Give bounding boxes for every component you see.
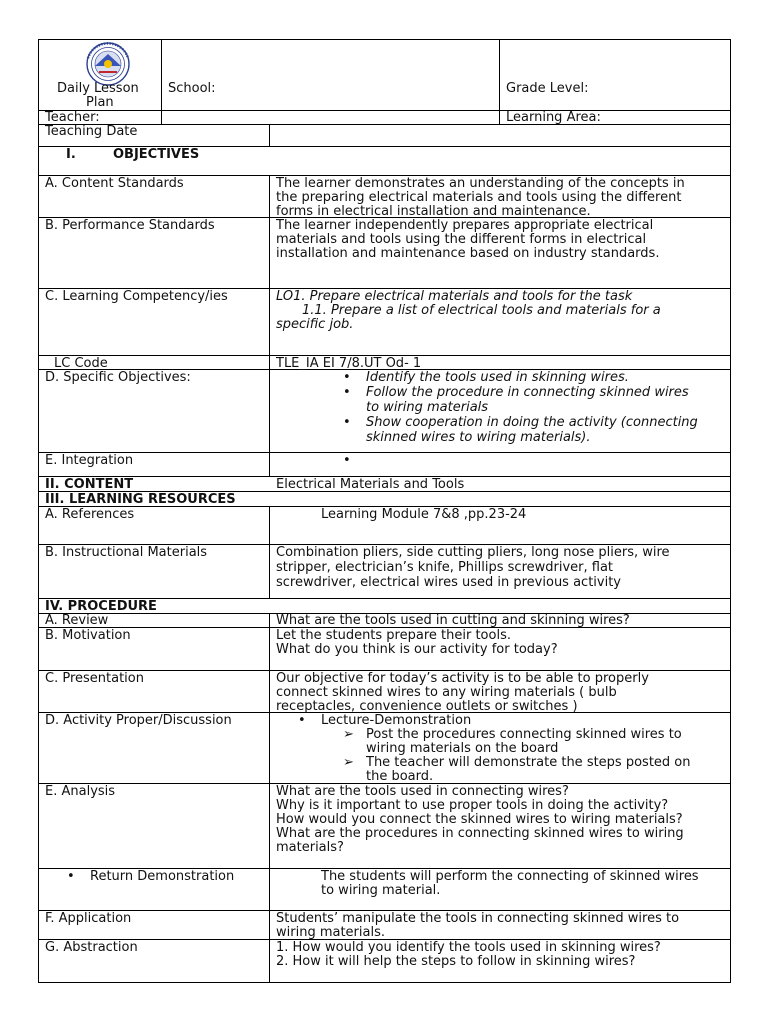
application-text: Students’ manipulate the tools in connecting skinned wires to <box>276 911 680 926</box>
objectives-heading: OBJECTIVES <box>113 147 200 162</box>
bullet-icon: • <box>343 385 351 400</box>
plan-title-line2: Plan <box>86 95 114 110</box>
teaching-date-label: Teaching Date <box>45 124 138 139</box>
content-standards-text: forms in electrical installation and maintenance. <box>276 204 591 219</box>
review-label: A. Review <box>45 613 109 628</box>
arrow-bullet-icon: ➢ <box>343 727 354 742</box>
bullet-icon: • <box>343 453 351 468</box>
arrow-bullet-icon: ➢ <box>343 755 354 770</box>
activity-label: D. Activity Proper/Discussion <box>45 713 232 728</box>
row-divider <box>38 124 731 125</box>
analysis-text: What are the tools used in connecting wires? <box>276 784 569 799</box>
activity-sub-item: wiring materials on the board <box>366 741 559 756</box>
instructional-materials-text: stripper, electrician’s knife, Phillips screwdriver, flat <box>276 560 614 575</box>
column-divider <box>269 175 270 477</box>
presentation-text: receptacles, convenience outlets or switches ) <box>276 699 578 714</box>
analysis-text: materials? <box>276 840 344 855</box>
specific-objective-item: Follow the procedure in connecting skinned wires <box>366 385 689 400</box>
presentation-text: Our objective for today’s activity is to be able to properly <box>276 671 649 686</box>
integration-label: E. Integration <box>45 453 134 468</box>
competency-text: specific job. <box>276 317 354 332</box>
motivation-text: What do you think is our activity for today? <box>276 642 558 657</box>
learning-area-label: Learning Area: <box>506 110 601 125</box>
learning-resources-label: III. LEARNING RESOURCES <box>45 492 236 507</box>
school-label: School: <box>168 81 216 96</box>
analysis-text: What are the procedures in connecting skinned wires to wiring <box>276 826 684 841</box>
motivation-text: Let the students prepare their tools. <box>276 628 511 643</box>
specific-objectives-label: D. Specific Objectives: <box>45 370 191 385</box>
competency-text: LO1. Prepare electrical materials and tools for the task <box>276 289 633 304</box>
column-divider <box>269 506 270 599</box>
instructional-materials-text: screwdriver, electrical wires used in previous activity <box>276 575 622 590</box>
specific-objective-item: Show cooperation in doing the activity (connecting <box>366 415 698 430</box>
performance-standards-text: installation and maintenance based on industry standards. <box>276 246 660 261</box>
bullet-icon: • <box>298 713 306 728</box>
bullet-icon: • <box>343 415 351 430</box>
performance-standards-text: The learner independently prepares appropriate electrical <box>276 218 654 233</box>
column-divider <box>269 613 270 983</box>
analysis-text: Why is it important to use proper tools in doing the activity? <box>276 798 669 813</box>
plan-title-line1: Daily Lesson <box>57 81 139 96</box>
deped-seal-icon <box>82 42 134 86</box>
column-divider <box>161 39 162 125</box>
content-standards-label: A. Content Standards <box>45 176 184 191</box>
analysis-text: How would you connect the skinned wires to wiring materials? <box>276 812 683 827</box>
return-demonstration-text: The students will perform the connecting of skinned wires <box>321 869 699 884</box>
row-divider <box>38 110 731 111</box>
specific-objective-item: skinned wires to wiring materials). <box>366 430 591 445</box>
lc-code-label: LC Code <box>54 356 108 371</box>
performance-standards-label: B. Performance Standards <box>45 218 215 233</box>
objectives-number: I. <box>66 147 76 162</box>
teacher-label: Teacher: <box>45 110 100 125</box>
references-label: A. References <box>45 507 135 522</box>
application-text: wiring materials. <box>276 925 385 940</box>
activity-sub-item: Post the procedures connecting skinned wires to <box>366 727 682 742</box>
grade-level-label: Grade Level: <box>506 81 589 96</box>
row-divider <box>38 452 731 453</box>
bullet-icon: • <box>67 869 75 884</box>
return-demonstration-text: to wiring material. <box>321 883 441 898</box>
performance-standards-text: materials and tools using the different forms in electrical <box>276 232 647 247</box>
competency-text: 1.1. Prepare a list of electrical tools and materials for a <box>302 303 661 318</box>
procedure-label: IV. PROCEDURE <box>45 599 157 614</box>
content-label: II. CONTENT <box>45 477 134 492</box>
content-standards-text: the preparing electrical materials and tools using the different <box>276 190 682 205</box>
abstraction-label: G. Abstraction <box>45 940 138 955</box>
presentation-label: C. Presentation <box>45 671 144 686</box>
specific-objective-item: Identify the tools used in skinning wires. <box>366 370 629 385</box>
column-divider <box>499 39 500 125</box>
column-divider <box>269 124 270 147</box>
abstraction-text: 1. How would you identify the tools used in skinning wires? <box>276 940 661 955</box>
bullet-icon: • <box>343 370 351 385</box>
activity-sub-item: The teacher will demonstrate the steps posted on <box>366 755 691 770</box>
content-standards-text: The learner demonstrates an understanding of the concepts in <box>276 176 685 191</box>
competency-label: C. Learning Competency/ies <box>45 289 228 304</box>
lc-code-value: TLE_IA EI 7/8.UT Od- 1 <box>276 356 422 371</box>
return-demonstration-label: Return Demonstration <box>90 869 235 884</box>
analysis-label: E. Analysis <box>45 784 116 799</box>
references-value: Learning Module 7&8 ,pp.23-24 <box>321 507 527 522</box>
instructional-materials-text: Combination pliers, side cutting pliers, long nose pliers, wire <box>276 545 670 560</box>
application-label: F. Application <box>45 911 132 926</box>
specific-objective-item: to wiring materials <box>366 400 489 415</box>
presentation-text: connect skinned wires to any wiring materials ( bulb <box>276 685 617 700</box>
activity-main-item: Lecture-Demonstration <box>321 713 472 728</box>
abstraction-text: 2. How it will help the steps to follow in skinning wires? <box>276 954 636 969</box>
review-text: What are the tools used in cutting and skinning wires? <box>276 613 630 628</box>
content-value: Electrical Materials and Tools <box>276 477 465 492</box>
motivation-label: B. Motivation <box>45 628 131 643</box>
activity-sub-item: the board. <box>366 769 434 784</box>
instructional-materials-label: B. Instructional Materials <box>45 545 208 560</box>
